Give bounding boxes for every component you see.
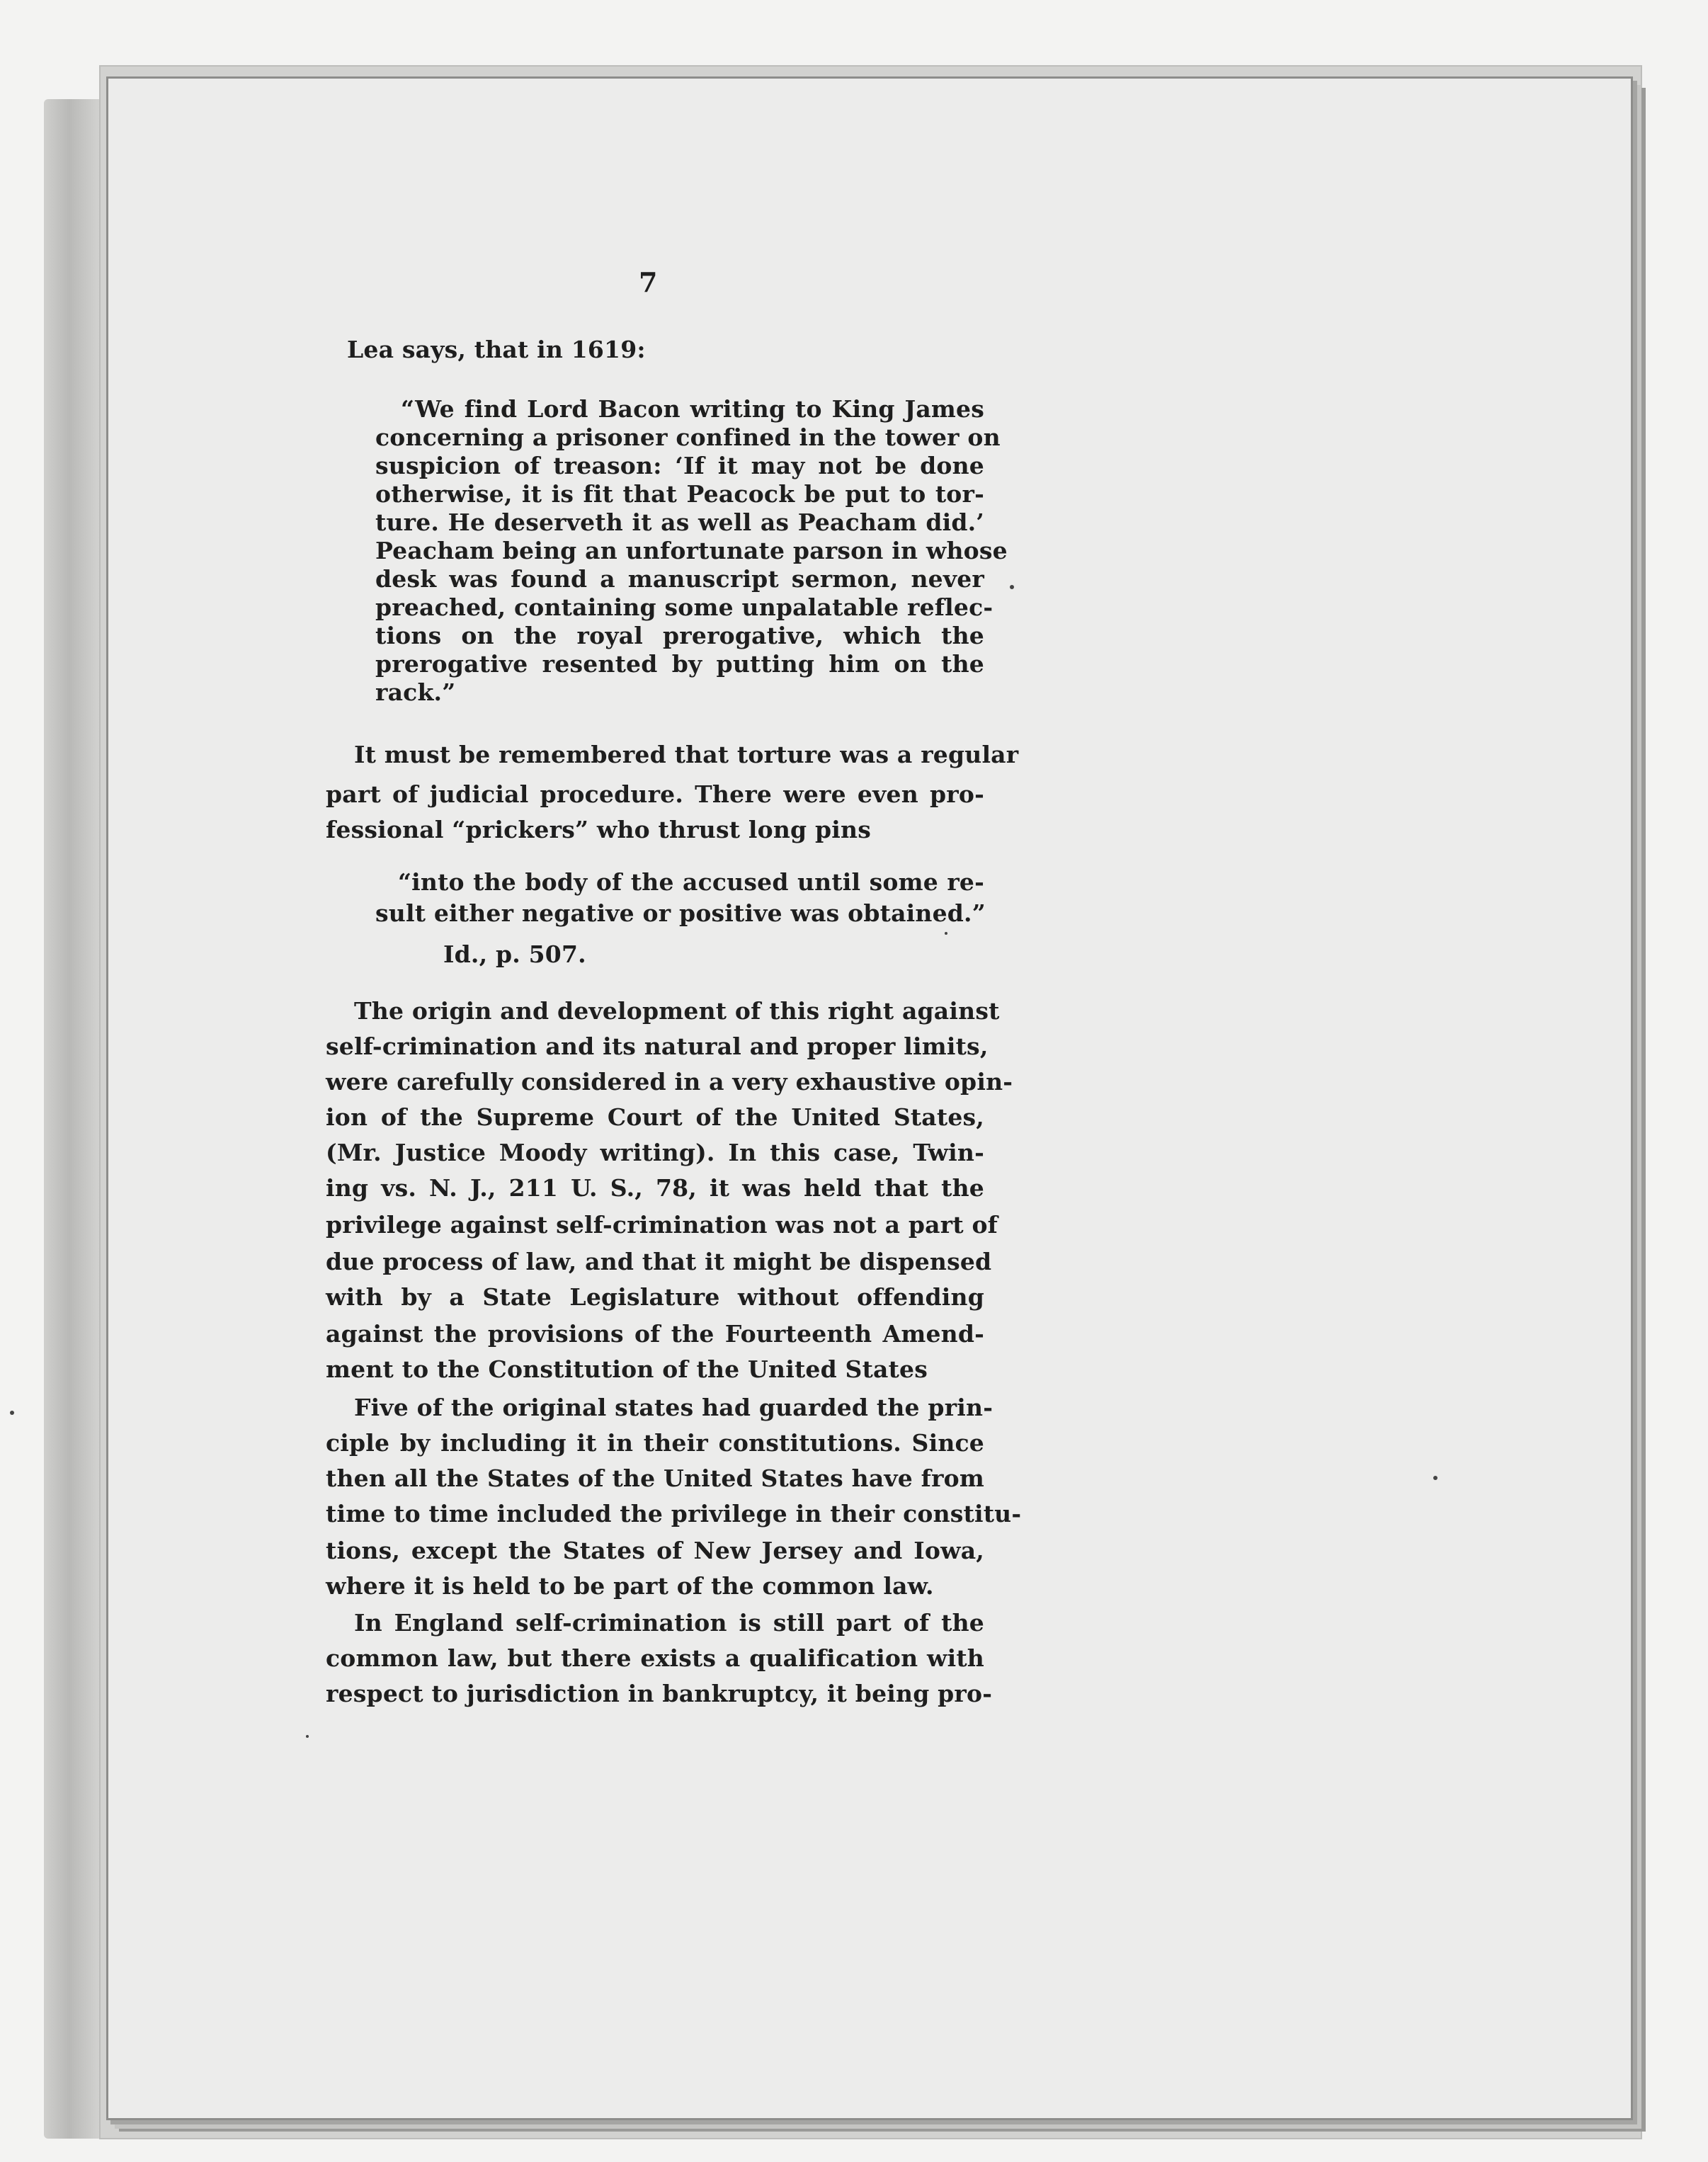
paragraph-line: The origin and development of this right against — [354, 997, 1000, 1025]
paragraph-line: Five of the original states had guarded the prin- — [354, 1394, 994, 1421]
quote-line: concerning a prisoner confined in the tower on — [375, 423, 1001, 451]
paragraph-line: part of judicial procedure. There were even pro- — [326, 780, 984, 808]
paragraph-line: (Mr. Justice Moody writing). In this case, Twin- — [326, 1139, 984, 1166]
paragraph-line: ciple by including it in their constitutions. Since — [326, 1429, 984, 1457]
paragraph-line: against the provisions of the Fourteenth Amend- — [326, 1320, 984, 1348]
quote-line: sult either negative or positive was obtained.” — [375, 899, 986, 927]
citation: Id., p. 507. — [443, 940, 586, 968]
quote-line: prerogative resented by putting him on the — [375, 650, 984, 678]
paragraph-line: where it is held to be part of the common law. — [326, 1572, 934, 1600]
quote-line: Peacham being an unfortunate parson in whose — [375, 537, 1008, 564]
paragraph-line: respect to jurisdiction in bankruptcy, it being pro- — [326, 1680, 993, 1707]
quote-line: preached, containing some unpalatable reflec- — [375, 593, 994, 621]
quote-line: desk was found a manuscript sermon, never — [375, 565, 984, 593]
intro-line: Lea says, that in 1619: — [347, 336, 646, 363]
paragraph-line: In England self-crimination is still part of the — [354, 1609, 984, 1637]
ink-speck — [1433, 1476, 1437, 1480]
paragraph-line: were carefully considered in a very exhaustive opin- — [326, 1068, 1013, 1096]
quote-line: suspicion of treason: ‘If it may not be done — [375, 452, 984, 479]
quote-line: rack.” — [375, 678, 456, 706]
paragraph-line: self-crimination and its natural and proper limits, — [326, 1032, 989, 1060]
paragraph-line: fessional “prickers” who thrust long pins — [326, 816, 871, 843]
ink-speck — [10, 1411, 14, 1415]
page-number: 7 — [639, 266, 658, 298]
quote-line: otherwise, it is fit that Peacock be put to tor- — [375, 480, 984, 508]
paragraph-line: with by a State Legislature without offending — [326, 1283, 984, 1311]
quote-line: “into the body of the accused until some re- — [398, 868, 984, 896]
paragraph-line: ion of the Supreme Court of the United States, — [326, 1103, 984, 1131]
ink-speck — [1010, 585, 1014, 589]
paragraph-line: common law, but there exists a qualification with — [326, 1644, 984, 1672]
paragraph-line: privilege against self-crimination was not a part of — [326, 1211, 998, 1239]
ink-speck — [945, 932, 947, 935]
paragraph-line: time to time included the privilege in their constitu- — [326, 1500, 1022, 1527]
paragraph-line: It must be remembered that torture was a regular — [354, 741, 1019, 768]
paragraph-line: then all the States of the United States have from — [326, 1464, 984, 1492]
paragraph-line: due process of law, and that it might be dispensed — [326, 1248, 992, 1275]
paragraph-line: tions, except the States of New Jersey and Iowa, — [326, 1537, 984, 1564]
quote-line: ture. He deserveth it as well as Peacham did.’ — [375, 508, 984, 536]
ink-speck — [306, 1735, 309, 1738]
quote-line: “We find Lord Bacon writing to King James — [401, 395, 984, 423]
quote-line: tions on the royal prerogative, which the — [375, 622, 984, 649]
paragraph-line: ment to the Constitution of the United States — [326, 1355, 928, 1383]
paragraph-line: ing vs. N. J., 211 U. S., 78, it was held that the — [326, 1174, 984, 1202]
